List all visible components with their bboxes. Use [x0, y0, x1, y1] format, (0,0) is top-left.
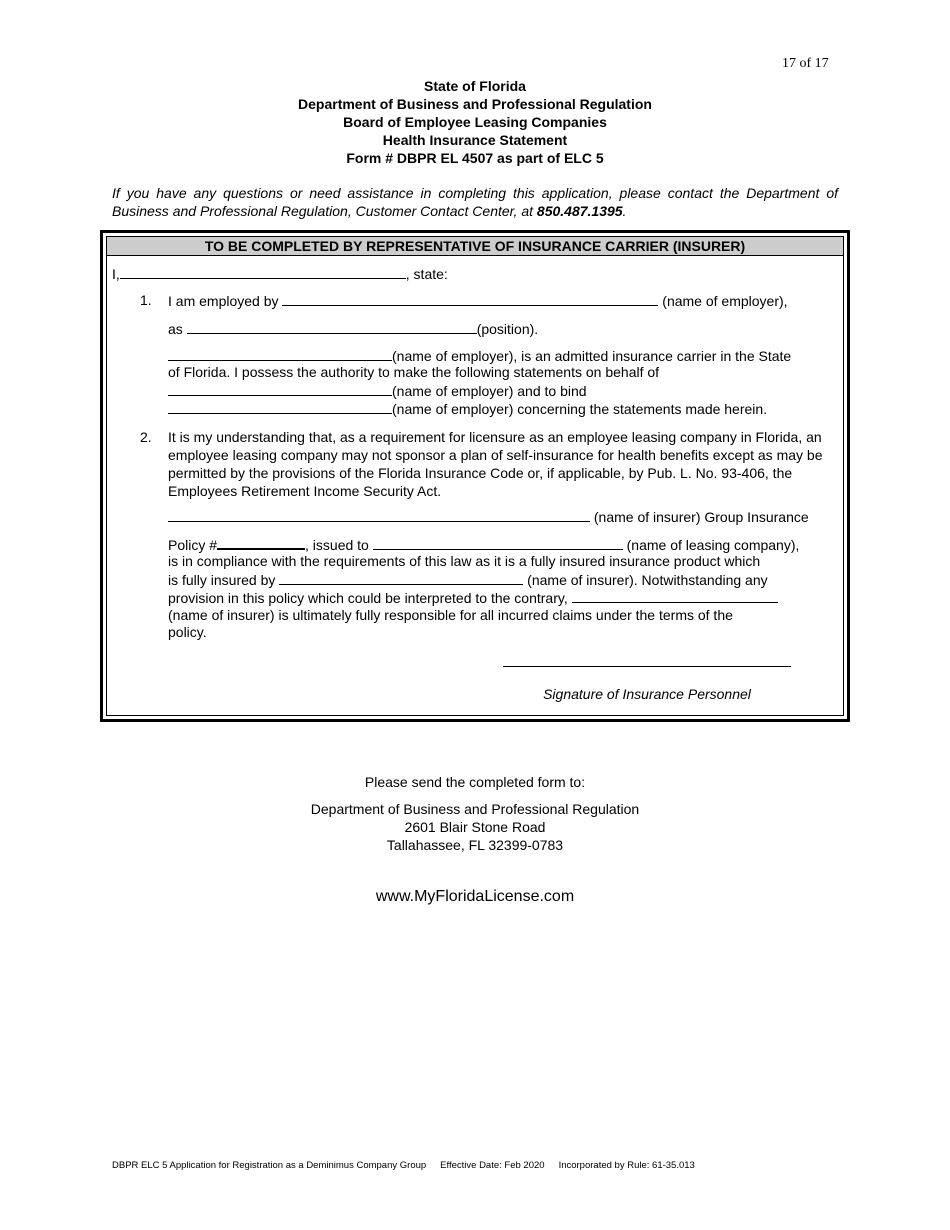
responsible-insurer-field[interactable]: [572, 588, 778, 603]
declarant-name-field[interactable]: [120, 264, 406, 279]
admitted-text: (name of employer), is an admitted insurance carrier in the State: [392, 348, 792, 364]
contact-instructions: [112, 184, 838, 220]
group-insurance-label: (name of insurer) Group Insurance: [593, 509, 809, 525]
item-2-number: 2.: [140, 429, 152, 445]
statement-intro-line: [112, 264, 448, 283]
contact-end: .: [622, 203, 627, 219]
header-form-number: Form # DBPR EL 4507 as part of ELC 5: [346, 150, 604, 166]
contact-phone: 850.487.1395: [536, 203, 623, 219]
item-1-number: 1.: [140, 292, 152, 308]
insurer-name-field[interactable]: [168, 507, 590, 522]
employed-prefix: I am employed by: [168, 293, 279, 309]
header-statement-title: Health Insurance Statement: [382, 132, 568, 148]
bind-text: (name of employer) and to bind: [392, 383, 587, 399]
admitted-employer-field[interactable]: [168, 346, 392, 361]
address-city: Tallahassee, FL 32399-0783: [386, 837, 564, 853]
position-field[interactable]: [187, 319, 477, 334]
employed-suffix: (name of employer),: [662, 293, 788, 309]
position-line: [168, 319, 538, 338]
policy-prefix: Policy #: [168, 537, 218, 553]
authority-line: of Florida. I possess the authority to make the following statements on behalf of: [168, 364, 660, 380]
bind-employer-field[interactable]: [168, 399, 392, 414]
leasing-company-field[interactable]: [373, 535, 623, 550]
bind-line: [168, 399, 767, 418]
compliance-line: is in compliance with the requirements of this law as it is a fully insured insurance product which: [168, 553, 761, 569]
form-header: [0, 77, 950, 167]
header-board: Board of Employee Leasing Companies: [343, 114, 607, 130]
fully-insured-by-field[interactable]: [279, 570, 523, 585]
policy-number-field[interactable]: [217, 534, 305, 550]
page-number: 17 of 17: [782, 56, 829, 71]
section-title: TO BE COMPLETED BY REPRESENTATIVE OF INSURANCE CARRIER (INSURER): [107, 237, 843, 256]
licensure-paragraph: It is my understanding that, as a requirement for licensure as an employee leasing company in Florida, an employee leasing company may not sponsor a plan of self-insurance for health benefits except as may be permitted by the provisions of the Florida Insurance Code or, if applicable, by Pub. L. No. 93-406, the Employees Retirement Income Security Act.: [168, 429, 823, 499]
header-state: State of Florida: [424, 78, 526, 94]
state-label: , state:: [405, 266, 448, 282]
as-prefix: as: [168, 321, 183, 337]
footer-form-name: DBPR ELC 5 Application for Registration as a Deminimus Company Group: [112, 1160, 427, 1171]
website-link[interactable]: www.MyFloridaLicense.com: [375, 888, 575, 905]
signature-label: Signature of Insurance Personnel: [543, 686, 751, 702]
employer-name-field[interactable]: [282, 291, 658, 306]
footer-effective-date: Effective Date: Feb 2020: [440, 1160, 545, 1171]
behalf-employer-field[interactable]: [168, 381, 392, 396]
insured-by-label: is fully insured by: [168, 572, 276, 588]
insured-by-line: [168, 570, 768, 589]
employed-by-line: [168, 291, 788, 310]
footer-rule: Incorporated by Rule: 61-35.013: [558, 1160, 695, 1171]
address-department: Department of Business and Professional Regulation: [310, 801, 640, 817]
behalf-line: [168, 381, 587, 400]
provision-line: [168, 588, 778, 607]
provision-text: provision in this policy which could be interpreted to the contrary,: [168, 590, 568, 606]
mailing-address: [0, 800, 950, 854]
policy-end-line: policy.: [168, 624, 207, 640]
contact-text: If you have any questions or need assistance in completing this application, please contact the Department of Business and Professional Regulation, Customer Contact Center, at: [112, 185, 838, 219]
leasing-company-label: (name of leasing company),: [626, 537, 800, 553]
responsible-line: (name of insurer) is ultimately fully responsible for all incurred claims under the terms of the: [168, 607, 733, 623]
position-label: (position).: [476, 321, 539, 337]
policy-line: [168, 534, 799, 554]
signature-field[interactable]: [503, 666, 791, 667]
send-intro: Please send the completed form to:: [364, 774, 586, 790]
header-department: Department of Business and Professional Regulation: [298, 96, 652, 112]
i-prefix: I,: [112, 266, 120, 282]
notwithstanding-text: (name of insurer). Notwithstanding any: [527, 572, 768, 588]
concerning-text: (name of employer) concerning the statements made herein.: [392, 401, 768, 417]
issued-to: , issued to: [305, 537, 369, 553]
page-footer: [112, 1160, 709, 1171]
group-insurance-line: [168, 507, 809, 526]
address-street: 2601 Blair Stone Road: [404, 819, 546, 835]
